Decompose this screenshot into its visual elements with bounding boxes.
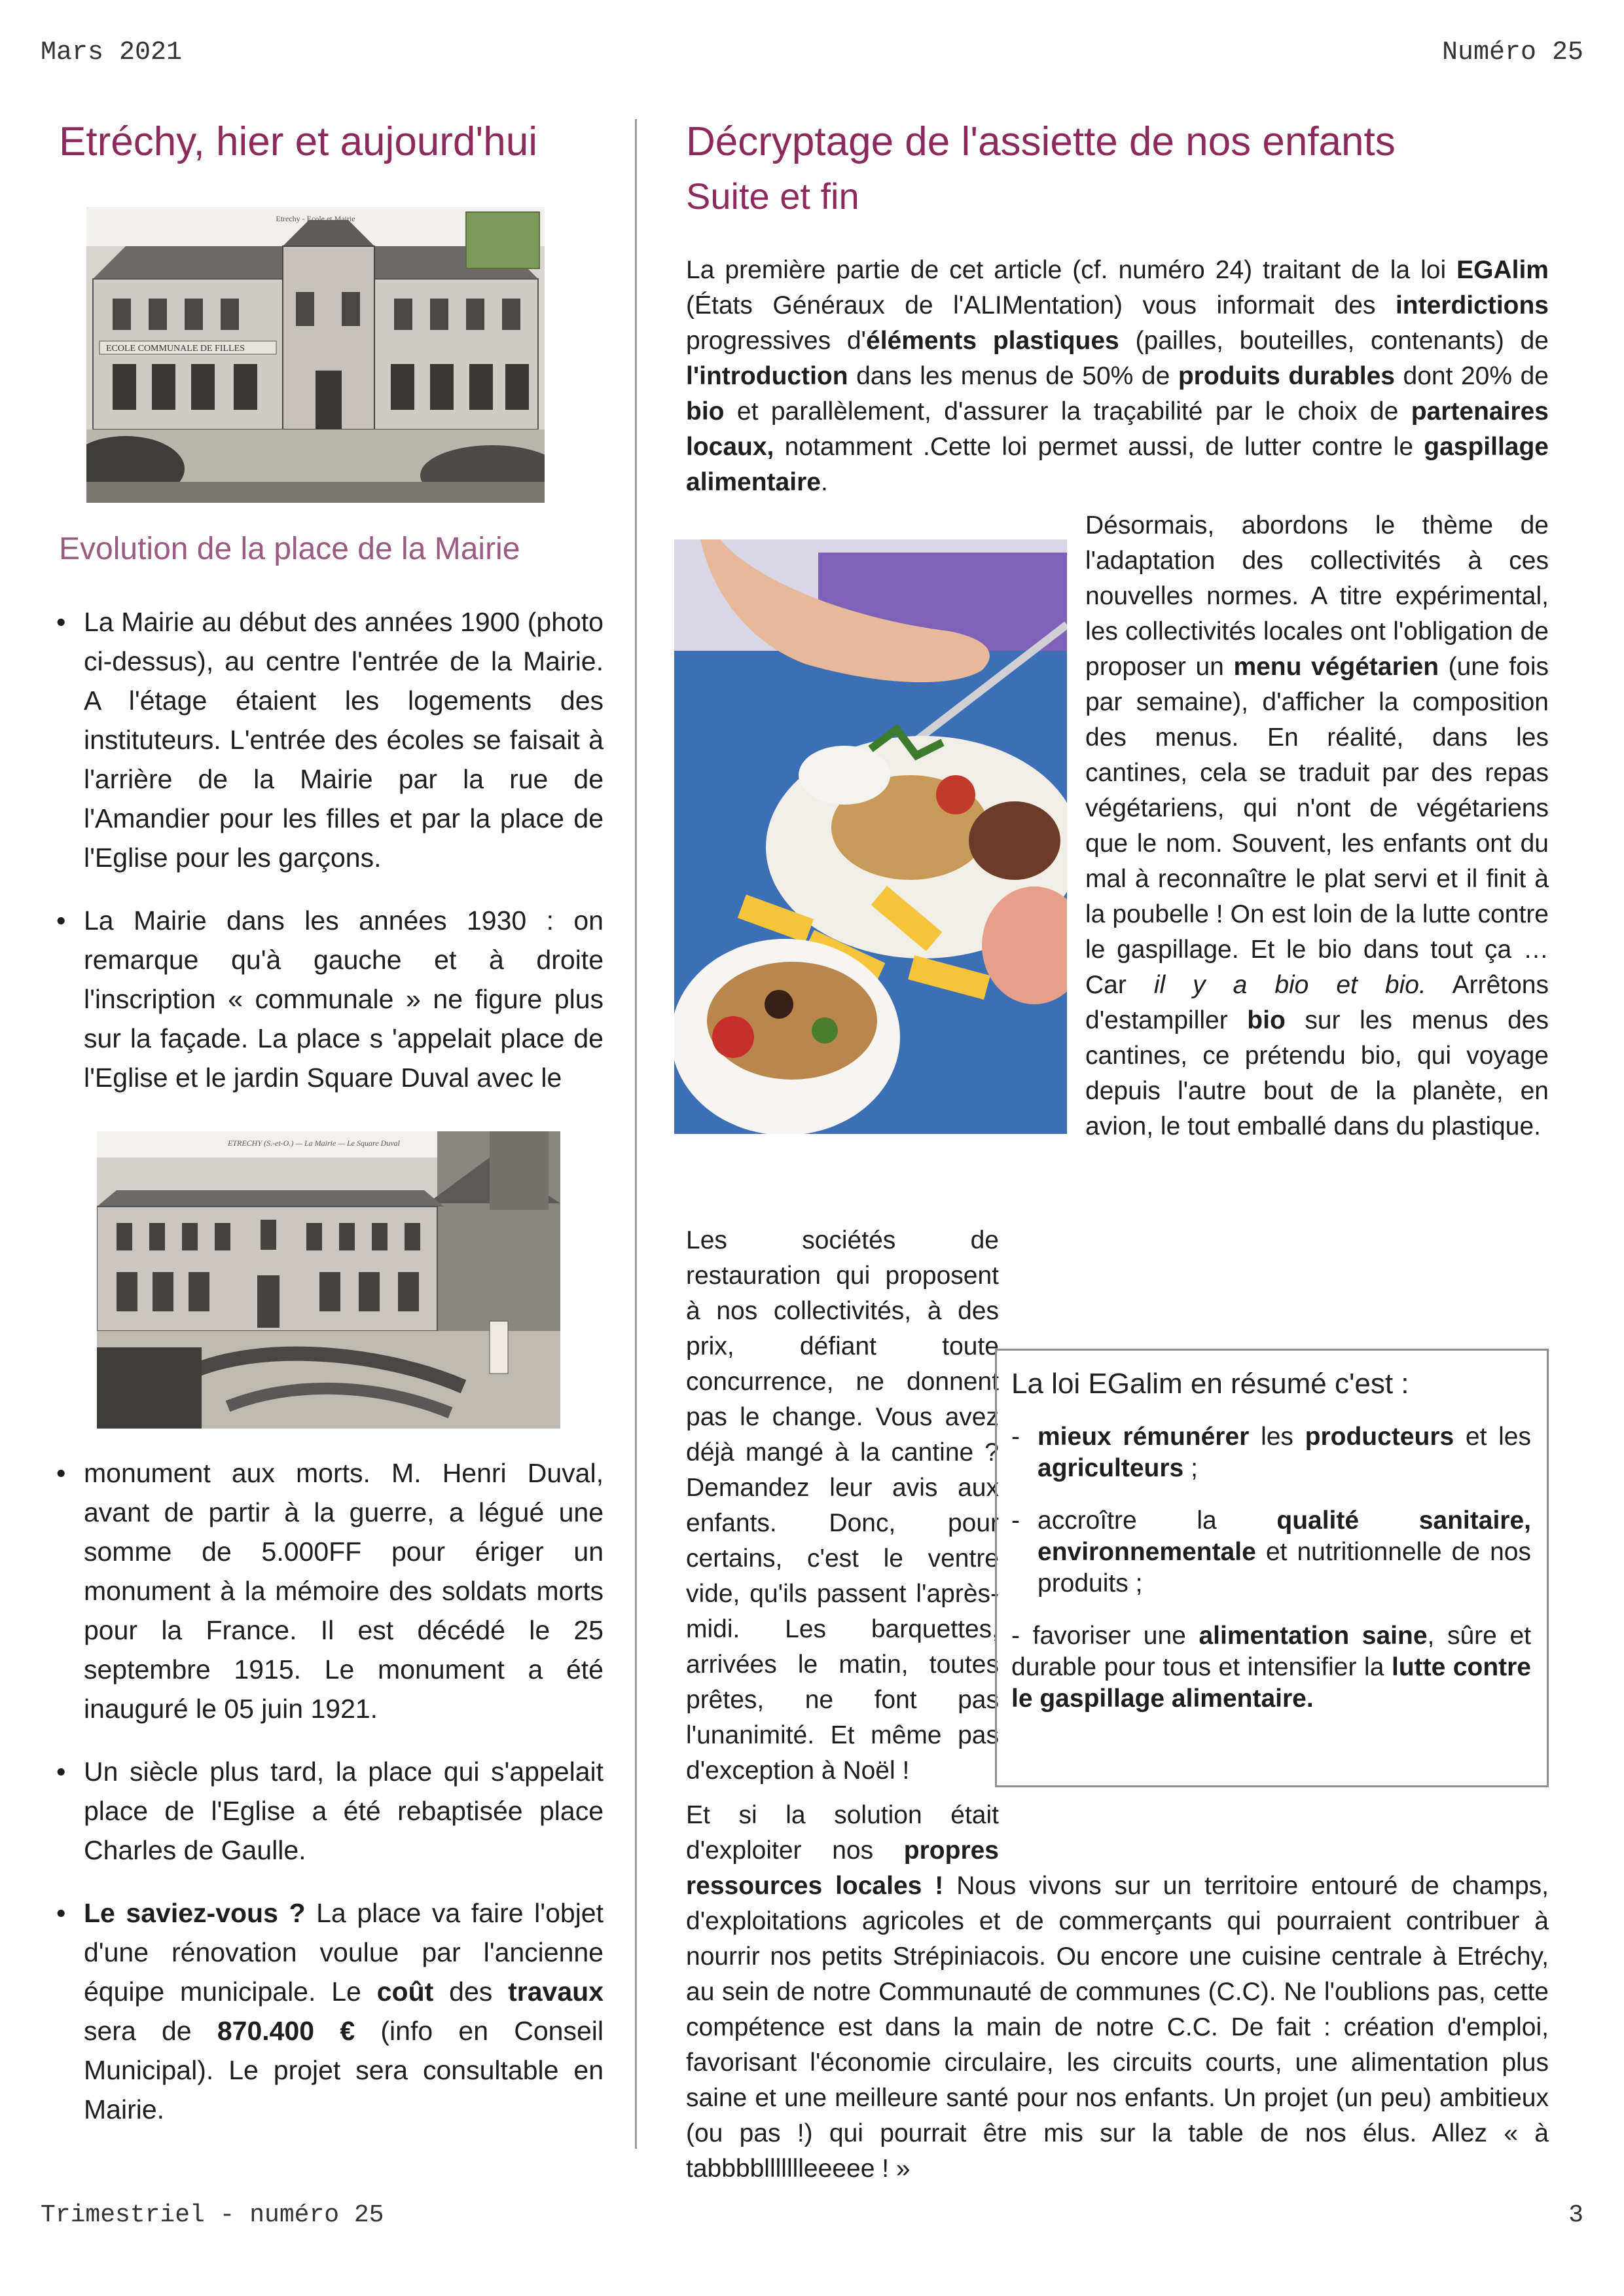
column-divider (635, 119, 637, 2149)
egalim-summary-box (995, 1349, 1549, 1787)
summary-box-title: La loi EGalim en résumé c'est : (1011, 1368, 1409, 1400)
left-bullets-top (56, 602, 604, 1097)
bullet-did-you-know: • Le saviez-vous ? La place va faire l'objet d'une rénovation voulue par l'ancienne équipe municipale. Le coût des travaux sera de 870.400 € (info en Conseil Municipal). Le projet sera consultable en Mairie. (56, 1893, 604, 2129)
town-hall-1930-photo (97, 1131, 560, 1429)
bullet-1930-part1: • La Mairie dans les années 1930 : on remarque qu'à gauche et à droite l'inscription « communale » ne figure plus sur la façade. La place s 'appelait place de l'Eglise et le jardin Square Duval avec le (56, 901, 604, 1097)
bullet-1930-part2 (56, 1453, 604, 1728)
photo-caption-text: Etrechy - Ecole et Mairie (276, 214, 355, 223)
did-you-know-label: Le saviez-vous ? (84, 1898, 306, 1928)
left-bullets-bottom (56, 1453, 604, 2129)
header-issue: Numéro 25 (1441, 38, 1583, 67)
page-number: 3 (1568, 2201, 1583, 2229)
right-article-subtitle: Suite et fin (686, 175, 859, 217)
photo2-caption-text: ETRECHY (S.-et-O.) — La Mairie — Le Square Duval (228, 1139, 400, 1148)
bullet-1930-part2-text: monument aux morts. M. Henri Duval, avant de partir à la guerre, a légué une somme de 5.000FF pour ériger un monument à la mémoire des soldats morts pour la France. Il est décédé le 25 septembre 1915. Le monument a été inauguré le 05 juin 1921. (84, 1458, 604, 1724)
summary-item-quality: - accroître la qualité sanitaire, environnementale et nutritionnelle de nos produits ; (1011, 1505, 1531, 1599)
left-section (59, 530, 609, 568)
paragraph-4: Et si la solution était d'exploiter nos propres ressources locales ! Nous vivons sur un territoire entouré de champs, d'exploitations agricoles et de commerçants qui pourraient contribuer à nourrir nos petits Strépiniacois. Ou encore une cuisine centrale à Etréchy, au sein de notre Communauté de communes (C.C). Ne l'oublions pas, cette compétence est dans la main de notre C.C. De fait : création d'emploi, favorisant l'économie circulaire, les circuits courts, une alimentation plus saine et une meilleure santé pour nos enfants. Un projet (un peu) ambitieux (ou pas !) qui pourrait être mis sur la table de nos élus. Allez « à tabbbbllllllleeeee ! » (686, 1801, 1549, 2183)
left-article-title: Etréchy, hier et aujourd'hui (59, 119, 537, 164)
header-date: Mars 2021 (41, 38, 183, 67)
photo-sign-text: ECOLE COMMUNALE DE FILLES (106, 344, 245, 354)
paragraph-3: Les sociétés de restauration qui proposent à nos collectivités, à des prix, défiant toute concurrence, ne donnent pas le change. Vous avez déjà mangé à la cantine ? Demandez leur avis aux enfants. Donc, pour certains, c'est le ventre vide, qu'ils passent l'après-midi. Les barquettes, arrivées le matin, toutes prêtes, ne font pas l'unanimité. Et même pas d'exception à Noël ! (686, 1226, 999, 1785)
summary-item-remunerate: - mieux rémunérer les producteurs et les agriculteurs ; (1011, 1421, 1531, 1484)
right-column (686, 118, 1550, 218)
footer-publication: Trimestriel - numéro 25 (41, 2201, 384, 2229)
town-hall-1900-photo (86, 207, 545, 503)
photo-spacer (686, 508, 1085, 1152)
left-section-title: Evolution de la place de la Mairie (59, 532, 520, 566)
left-column (59, 118, 609, 166)
paragraph-2: Désormais, abordons le thème de l'adaptation des collectivités à ces nouvelles normes. A titre expérimental, les collectivités locales ont l'obligation de proposer un menu végétarien (une fois par semaine), d'afficher la composition des menus. En réalité, dans les cantines, cela se traduit par des repas végétariens, qui n'ont de végétariens que le nom. Souvent, les enfants ont du mal à reconnaître le plat servi et il finit à la poubelle ! On est loin de la lutte contre le gaspillage. Et le bio dans tout ça … Car il y a bio et bio. Arrêtons d'estampiller bio sur les menus des cantines, ce prétendu bio, qui voyage depuis l'autre bout de la planète, en avion, le tout emballé dans du plastique. (686, 508, 1549, 1152)
bullet-century-later: • Un siècle plus tard, la place qui s'appelait place de l'Eglise a été rebaptisée place Charles de Gaulle. (56, 1752, 604, 1870)
right-article-title: Décryptage de l'assiette de nos enfants (686, 119, 1396, 164)
summary-item-healthy-food: - favoriser une alimentation saine, sûre et durable pour tous et intensifier la lutte contre le gaspillage alimentaire. (1011, 1622, 1531, 1713)
bullet-1900: • La Mairie au début des années 1900 (photo ci-dessus), au centre l'entrée de la Mairie. A l'étage étaient les logements des instituteurs. L'entrée des écoles se faisait à l'arrière de la Mairie par la rue de l'Amandier pour les filles et par la place de l'Eglise pour les garçons. (56, 602, 604, 877)
renovation-cost: 870.400 € (217, 2016, 355, 2046)
paragraph-1: La première partie de cet article (cf. numéro 24) traitant de la loi EGAlim (États Généraux de l'ALIMentation) vous informait des interdictions progressives d'éléments plastiques (pailles, bouteilles, contenants) de l'introduction dans les menus de 50% de produits durables dont 20% de bio et parallèlement, d'assurer la traçabilité par le choix de partenaires locaux, notamment .Cette loi permet aussi, de lutter contre le gaspillage alimentaire. (686, 256, 1549, 496)
